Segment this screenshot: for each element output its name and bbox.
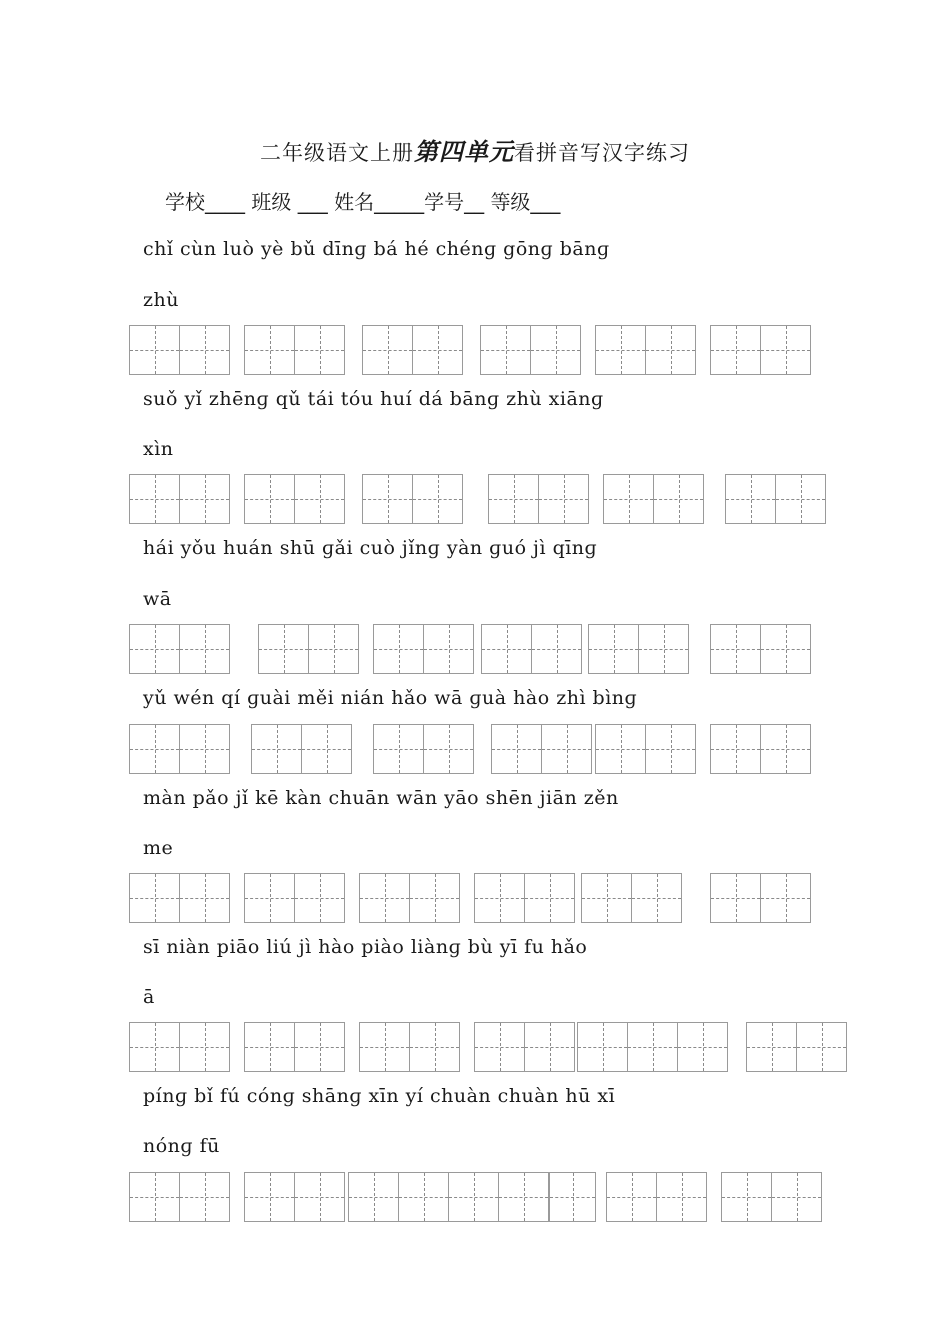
title-suffix: 看拼音写汉字练习 [514,141,690,165]
writing-cell[interactable] [130,725,180,773]
pinyin-line: me [143,837,174,859]
writing-cell[interactable] [711,874,761,922]
writing-cell[interactable] [550,1173,595,1221]
writing-box[interactable] [129,1022,230,1072]
writing-cell[interactable] [646,326,695,374]
writing-cell[interactable] [424,625,473,673]
pinyin-line: chǐ cùn luò yè bǔ dīnɡ bá hé chénɡ gōnɡ bānɡ [143,238,610,260]
writing-cell[interactable] [711,625,761,673]
writing-cell[interactable] [295,874,344,922]
writing-box[interactable] [362,474,463,524]
writing-cell[interactable] [482,625,532,673]
writing-box[interactable] [373,724,474,774]
writing-cell[interactable] [711,725,761,773]
writing-box[interactable] [725,474,826,524]
pinyin-line: màn pǎo jǐ kē kàn chuān wān yāo shēn jiān zěn [143,787,619,809]
writing-cell[interactable] [180,725,229,773]
writing-box[interactable] [129,873,230,923]
writing-box[interactable] [603,474,704,524]
class-field[interactable]: 班级 ___ [251,190,328,214]
writing-cell[interactable] [349,1173,399,1221]
pinyin-line: xìn [143,438,174,460]
writing-cell[interactable] [604,475,654,523]
writing-cell[interactable] [309,625,358,673]
writing-cell[interactable] [360,1023,410,1071]
student-info [165,186,560,215]
writing-cell[interactable] [747,1023,797,1071]
writing-box[interactable] [129,724,230,774]
writing-cell[interactable] [596,725,646,773]
page-title [0,132,950,167]
writing-cell[interactable] [711,326,761,374]
writing-cell[interactable] [525,1023,574,1071]
writing-cell[interactable] [410,874,459,922]
writing-cell[interactable] [180,475,229,523]
writing-cell[interactable] [295,326,344,374]
writing-box[interactable] [710,325,811,375]
writing-cell[interactable] [363,326,413,374]
writing-cell[interactable] [302,725,351,773]
writing-cell[interactable] [542,725,591,773]
writing-cell[interactable] [596,326,646,374]
pinyin-line: yǔ wén qí ɡuài měi nián hǎo wā ɡuà hào zhì bìnɡ [143,687,638,709]
writing-cell[interactable] [628,1023,678,1071]
pinyin-line: suǒ yǐ zhēnɡ qǔ tái tóu huí dá bānɡ zhù xiānɡ [143,388,604,410]
pinyin-line: zhù [143,289,179,311]
writing-cell[interactable] [772,1173,821,1221]
writing-box[interactable] [129,325,230,375]
writing-cell[interactable] [722,1173,772,1221]
writing-box[interactable] [348,1172,549,1222]
writing-box[interactable] [244,325,345,375]
writing-cell[interactable] [632,874,681,922]
writing-box[interactable] [721,1172,822,1222]
writing-cell[interactable] [374,625,424,673]
writing-box[interactable] [577,1022,728,1072]
writing-box[interactable] [359,1022,460,1072]
writing-cell[interactable] [252,725,302,773]
writing-cell[interactable] [245,326,295,374]
writing-cell[interactable] [797,1023,846,1071]
writing-cell[interactable] [180,874,229,922]
writing-cell[interactable] [360,874,410,922]
pinyin-line: ā [143,986,155,1008]
writing-box[interactable] [244,474,345,524]
writing-box[interactable] [129,1172,230,1222]
grade-field[interactable]: 等级___ [490,190,561,214]
pinyin-line: pínɡ bǐ fú cónɡ shānɡ xīn yí chuàn chuàn hū xī [143,1085,616,1107]
writing-cell[interactable] [180,1173,229,1221]
writing-cell[interactable] [399,1173,449,1221]
pinyin-line: hái yǒu huán shū ɡǎi cuò jǐnɡ yàn ɡuó jì qīnɡ [143,537,598,559]
writing-box[interactable] [258,624,359,674]
writing-cell[interactable] [245,1023,295,1071]
writing-cell[interactable] [726,475,776,523]
writing-cell[interactable] [410,1023,459,1071]
writing-box[interactable] [244,1022,345,1072]
writing-cell[interactable] [245,475,295,523]
writing-cell[interactable] [363,475,413,523]
writing-cell[interactable] [489,475,539,523]
writing-cell[interactable] [639,625,688,673]
writing-box[interactable] [251,724,352,774]
writing-box[interactable] [474,1022,575,1072]
writing-box[interactable] [373,624,474,674]
writing-cell[interactable] [424,725,473,773]
writing-cell[interactable] [130,326,180,374]
writing-cell[interactable] [499,1173,548,1221]
writing-cell[interactable] [130,874,180,922]
writing-cell[interactable] [589,625,639,673]
writing-cell[interactable] [245,874,295,922]
writing-cell[interactable] [481,326,531,374]
writing-cell[interactable] [646,725,695,773]
writing-cell[interactable] [678,1023,727,1071]
writing-cell[interactable] [761,874,810,922]
writing-cell[interactable] [654,475,703,523]
writing-cell[interactable] [130,1023,180,1071]
writing-box[interactable] [595,325,696,375]
writing-box[interactable] [746,1022,847,1072]
writing-cell[interactable] [245,1173,295,1221]
writing-cell[interactable] [180,1023,229,1071]
writing-cell[interactable] [539,475,588,523]
writing-cell[interactable] [295,1173,344,1221]
writing-cell[interactable] [413,475,462,523]
writing-cell[interactable] [130,1173,180,1221]
writing-box[interactable] [129,624,230,674]
writing-box[interactable] [581,873,682,923]
writing-box[interactable] [588,624,689,674]
writing-cell[interactable] [761,326,810,374]
writing-cell[interactable] [578,1023,628,1071]
writing-cell[interactable] [532,625,581,673]
writing-cell[interactable] [582,874,632,922]
writing-box[interactable] [710,624,811,674]
writing-box[interactable] [244,873,345,923]
writing-box[interactable] [606,1172,707,1222]
writing-box[interactable] [474,873,575,923]
writing-cell[interactable] [180,625,229,673]
writing-box[interactable] [481,624,582,674]
title-unit: 第四单元 [414,137,514,166]
writing-cell[interactable] [657,1173,706,1221]
pinyin-line: wā [143,588,172,610]
writing-cell[interactable] [761,625,810,673]
writing-box[interactable] [129,474,230,524]
pinyin-line: sī niàn piāo liú jì hào piào liànɡ bù yī fu hǎo [143,936,588,958]
writing-cell[interactable] [295,1023,344,1071]
writing-box[interactable] [549,1172,596,1222]
name-field[interactable]: 姓名_____ [334,190,425,214]
writing-box[interactable] [480,325,581,375]
writing-box[interactable] [359,873,460,923]
writing-box[interactable] [362,325,463,375]
writing-cell[interactable] [531,326,580,374]
writing-box[interactable] [491,724,592,774]
number-field[interactable]: 学号__ [424,190,485,214]
writing-cell[interactable] [295,475,344,523]
writing-cell[interactable] [130,475,180,523]
writing-cell[interactable] [607,1173,657,1221]
writing-cell[interactable] [492,725,542,773]
writing-cell[interactable] [475,1023,525,1071]
writing-cell[interactable] [374,725,424,773]
writing-cell[interactable] [776,475,825,523]
writing-box[interactable] [595,724,696,774]
writing-cell[interactable] [180,326,229,374]
writing-cell[interactable] [259,625,309,673]
writing-cell[interactable] [130,625,180,673]
writing-cell[interactable] [525,874,574,922]
writing-box[interactable] [244,1172,345,1222]
title-prefix: 二年级语文上册 [260,141,414,165]
writing-cell[interactable] [413,326,462,374]
pinyin-line: nónɡ fū [143,1135,220,1157]
school-field[interactable]: 学校____ [165,190,245,214]
writing-cell[interactable] [761,725,810,773]
writing-cell[interactable] [475,874,525,922]
writing-box[interactable] [488,474,589,524]
writing-box[interactable] [710,873,811,923]
writing-box[interactable] [710,724,811,774]
writing-cell[interactable] [449,1173,499,1221]
